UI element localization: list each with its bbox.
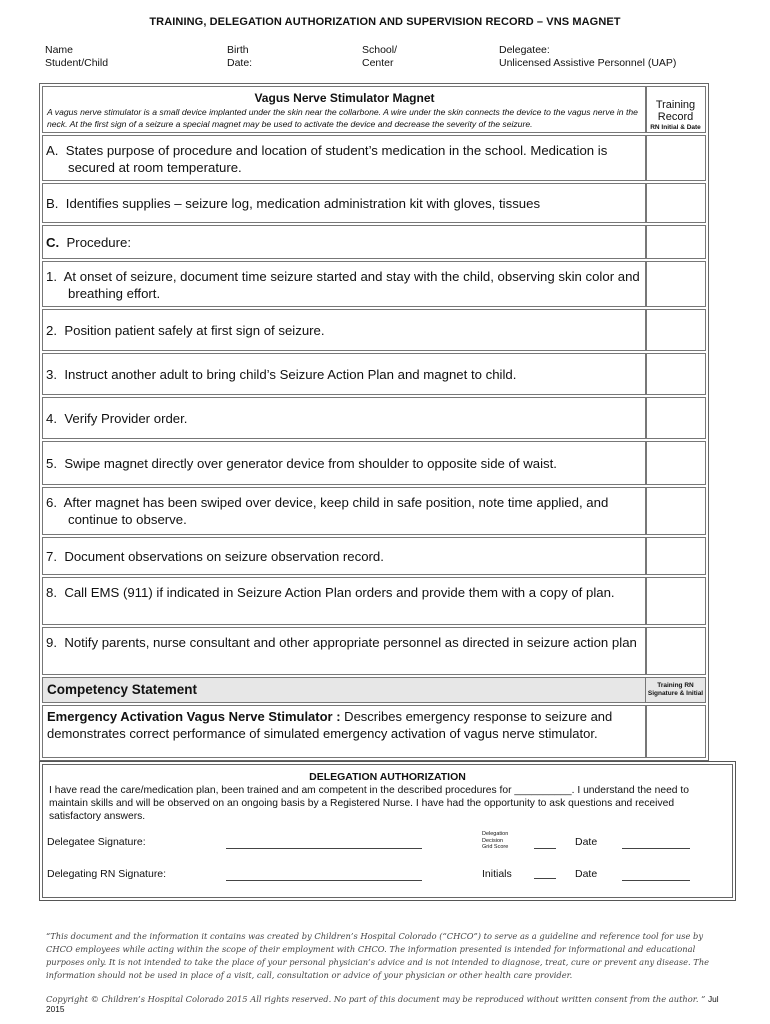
- procedure-step-text: At onset of seizure, document time seizure started and stay with the child, observing skin color and breathing effort.: [63, 269, 640, 301]
- procedure-step-content: [46, 584, 640, 601]
- training-record-cell[interactable]: [645, 487, 706, 535]
- procedure-step: [42, 309, 647, 351]
- competency-col-line1: Training RN: [657, 682, 694, 689]
- training-record-title: Training Record: [655, 99, 696, 123]
- procedure-step: [42, 261, 647, 307]
- header-uap-label: Unlicensed Assistive Personnel (UAP): [499, 57, 677, 69]
- procedure-step-content: [46, 195, 541, 212]
- grid-score-line3: Grid Score: [482, 844, 509, 850]
- procedure-step-label: B.: [46, 195, 59, 211]
- rn-signature-line[interactable]: [226, 880, 422, 881]
- grid-score-line[interactable]: [534, 848, 556, 849]
- competency-bold-text: Emergency Activation Vagus Nerve Stimulator :: [47, 709, 341, 724]
- grid-score-line1: Delegation: [482, 831, 509, 837]
- procedure-step: [42, 397, 647, 439]
- procedure-step-text: After magnet has been swiped over device, keep child in safe position, note time applied, and continue to observe.: [63, 495, 609, 527]
- document-title: TRAINING, DELEGATION AUTHORIZATION AND SUPERVISION RECORD – VNS MAGNET: [149, 16, 621, 28]
- training-record-cell[interactable]: [645, 225, 706, 259]
- procedure-step: [42, 135, 647, 181]
- procedure-step: [42, 441, 647, 485]
- procedure-step-text: Call EMS (911) if indicated in Seizure Action Plan orders and provide them with a copy of plan.: [64, 585, 615, 600]
- procedure-step-content: [46, 410, 188, 427]
- procedure-step-label: 6.: [46, 495, 57, 510]
- copyright-line: [46, 994, 726, 1014]
- procedure-step: [42, 183, 647, 223]
- procedure-step-text: Verify Provider order.: [64, 410, 188, 426]
- training-record-cell[interactable]: [645, 397, 706, 439]
- document-date: Jul 2015: [46, 994, 719, 1014]
- intro-title: Vagus Nerve Stimulator Magnet: [254, 91, 435, 105]
- rn-date-label: Date: [575, 868, 598, 880]
- procedure-step-text: Identifies supplies – seizure log, medication administration kit with gloves, tissues: [65, 195, 541, 211]
- delegatee-date-line[interactable]: [622, 848, 690, 849]
- delegatee-date-label: Date: [575, 836, 598, 848]
- procedure-step-label: 5.: [46, 455, 57, 471]
- procedure-step-label: 8.: [46, 585, 57, 600]
- training-record-cell[interactable]: [645, 183, 706, 223]
- procedure-step-content: [46, 366, 517, 383]
- procedure-step-label: 4.: [46, 410, 57, 426]
- training-record-cell[interactable]: [645, 627, 706, 675]
- training-record-cell[interactable]: [645, 441, 706, 485]
- procedure-step-text: Position patient safely at first sign of seizure.: [64, 322, 325, 338]
- initials-label: Initials: [482, 868, 512, 880]
- disclaimer-text: “This document and the information it contains was created by Children’s Hospital Colorado (“CHCO”) to serve as a guideline and reference tool for use by CHCO employees while acting within the scope of their employment with CHCO. The information presented is intended for informational and educational purposes only. It is not intended to take the place of your personal physician’s advice and is not intended to diagnose, treat, cure or prevent any disease. The information should not be used in place of a visit, call, consultation or advice of your physician or other health care provider.: [46, 931, 710, 980]
- procedure-step-content: [46, 548, 384, 565]
- training-record-cell[interactable]: [645, 577, 706, 625]
- procedure-step-content: [46, 268, 640, 302]
- delegation-text: I have read the care/medication plan, been trained and am competent in the described procedures for __________. I understand the need to maintain skills and will be observed on an ongoing basis by a Registered Nurse. I have had the opportunity to ask questions and received satisfactory answers.: [49, 785, 689, 822]
- procedure-step: [42, 627, 647, 675]
- rn-signature-label: Delegating RN Signature:: [47, 868, 167, 880]
- training-record-cell[interactable]: [645, 309, 706, 351]
- procedure-step-content: [46, 142, 640, 176]
- procedure-step-label: 7.: [46, 548, 57, 564]
- header-school-label: School/: [362, 44, 398, 56]
- competency-statement: [42, 705, 647, 758]
- procedure-step-label: C.: [46, 234, 60, 250]
- header-center-label: Center: [362, 57, 394, 69]
- training-record-subtitle: RN Initial & Date: [650, 124, 701, 131]
- header-birth-field: [227, 44, 252, 70]
- header-name-field: [45, 44, 108, 70]
- header-delegatee-label: Delegatee:: [499, 44, 550, 56]
- procedure-step-label: 9.: [46, 635, 57, 650]
- competency-column-header: [645, 677, 706, 703]
- training-record-cell[interactable]: [645, 353, 706, 395]
- rn-date-line[interactable]: [622, 880, 690, 881]
- delegatee-signature-line[interactable]: [226, 848, 422, 849]
- delegatee-signature-label: Delegatee Signature:: [47, 836, 146, 848]
- header-name-label: Name: [45, 44, 74, 56]
- procedure-step-label: 1.: [46, 269, 57, 284]
- intro-cell: [42, 86, 647, 133]
- training-record-cell[interactable]: [645, 537, 706, 575]
- procedure-step: [42, 537, 647, 575]
- procedure-step-content: [46, 455, 557, 472]
- training-record-cell[interactable]: [645, 135, 706, 181]
- procedure-step-label: 2.: [46, 322, 57, 338]
- procedure-step-text: Notify parents, nurse consultant and other appropriate personnel as directed in seizure action plan: [64, 635, 637, 650]
- procedure-step-content: [46, 494, 640, 528]
- procedure-step-content: [46, 322, 325, 339]
- procedure-step-content: [46, 634, 640, 651]
- procedure-step-text: Swipe magnet directly over generator device from shoulder to opposite side of waist.: [64, 455, 557, 471]
- procedure-step: [42, 487, 647, 535]
- competency-text: Describes emergency response to seizure and demonstrates correct performance of simulated emergency activation of vagus nerve stimulator.: [47, 709, 613, 741]
- copyright-text: Copyright © Children’s Hospital Colorado 2015 All rights reserved. No part of this document may be reproduced without written consent from the author. ”: [46, 994, 706, 1004]
- grid-score-label: [482, 831, 508, 851]
- procedure-step-text: States purpose of procedure and location of student’s medication in the school. Medication is secured at room temperature.: [65, 143, 608, 175]
- procedure-step-label: A.: [46, 143, 59, 158]
- competency-signature-cell[interactable]: [645, 705, 706, 758]
- training-record-cell[interactable]: [645, 261, 706, 307]
- procedure-step-text: Document observations on seizure observation record.: [64, 548, 384, 564]
- grid-score-line2: Decision: [482, 837, 504, 844]
- procedure-step-text: Instruct another adult to bring child’s Seizure Action Plan and magnet to child.: [64, 366, 517, 382]
- header-delegatee-field: [499, 44, 676, 70]
- procedure-step-label: 3.: [46, 366, 57, 382]
- initials-line[interactable]: [534, 878, 556, 879]
- competency-col-line2: Signature & Initial: [647, 690, 704, 697]
- procedure-step-content: [46, 234, 133, 251]
- delegation-title: DELEGATION AUTHORIZATION: [309, 771, 466, 783]
- header-school-field: [362, 44, 397, 70]
- header-birth-label: Birth: [227, 44, 249, 56]
- procedure-step: [42, 353, 647, 395]
- header-student-label: Student/Child: [45, 57, 109, 69]
- procedure-step: [42, 225, 647, 259]
- procedure-step-text: Procedure:: [66, 234, 132, 250]
- training-record-header: [645, 86, 706, 133]
- header-date-label: Date:: [227, 57, 253, 69]
- intro-text: A vagus nerve stimulator is a small device implanted under the skin near the collarbone. A wire under the skin connects the device to the vagus nerve in the neck. At the first sign of a seizure a special magnet may be used to activate the device and decrease the severity of the seizure.: [47, 107, 638, 129]
- competency-heading: Competency Statement: [42, 677, 647, 703]
- training-table: [39, 83, 709, 761]
- procedure-step: [42, 577, 647, 625]
